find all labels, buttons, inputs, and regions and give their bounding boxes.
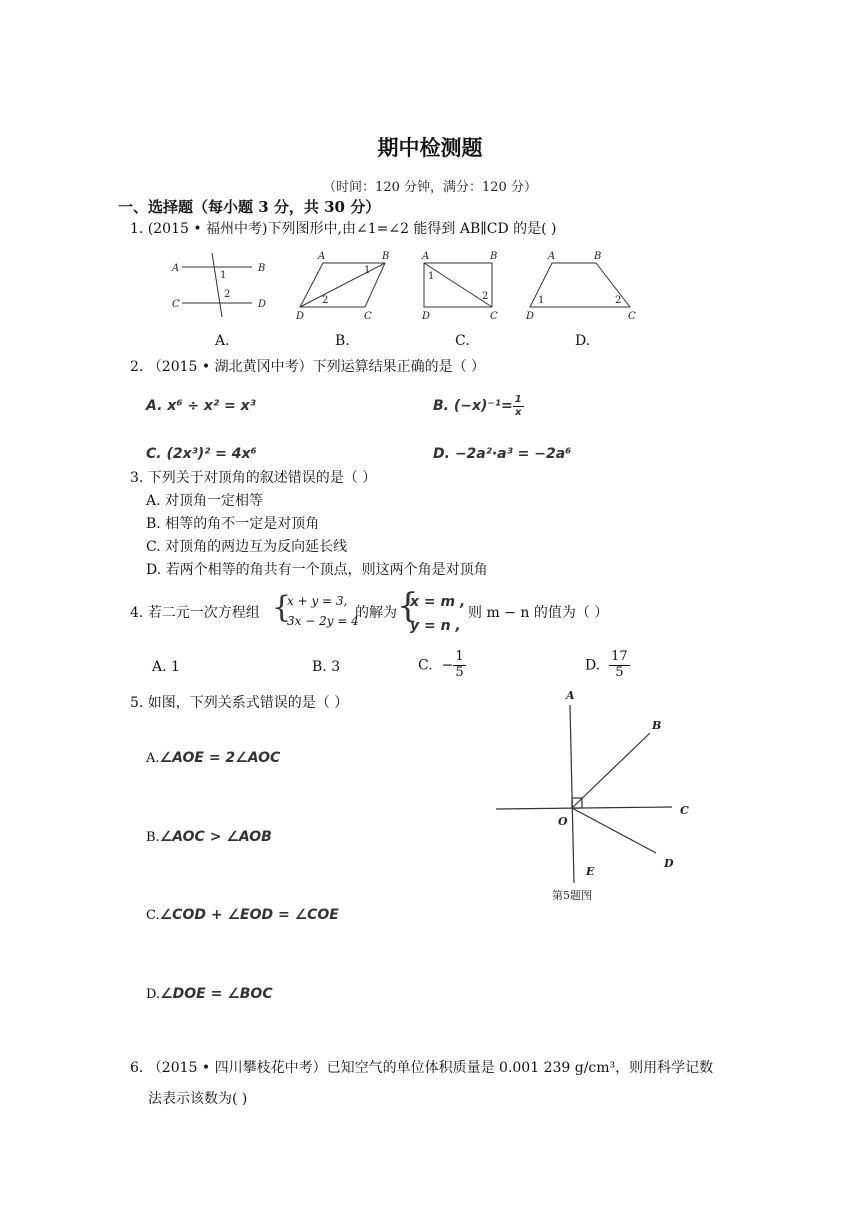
q4-option-a: A. 1	[152, 659, 180, 675]
q1d-angle-1: 1	[538, 295, 545, 306]
q3-option-a: A. 对顶角一定相等	[146, 493, 264, 509]
q5-label-e: E	[586, 865, 595, 878]
q4-suffix: 则 m − n 的值为（ ）	[468, 605, 609, 621]
q5-caption: 第5题图	[552, 889, 592, 902]
question-6-line1: 6. （2015 • 四川攀枝花中考）已知空气的单位体积质量是 0.001 239 g/cm³，则用科学记数	[130, 1060, 714, 1076]
q3-option-c: C. 对顶角的两边互为反向延长线	[146, 539, 348, 555]
q1d-label-b: B	[594, 251, 602, 262]
q1b-label-b: B	[382, 251, 390, 262]
q4-option-c: C. − $\frac{1}{5}$	[418, 649, 464, 680]
q1a-label-c: C	[172, 299, 180, 310]
q5-label-o: O	[558, 815, 568, 828]
q1c-label-c: C	[490, 311, 498, 322]
q5-label-d: D	[664, 857, 674, 870]
q1d-angle-2: 2	[615, 295, 622, 306]
q1-option-a: A.	[215, 333, 230, 349]
q1a-label-d: D	[258, 299, 267, 310]
q5-figure	[490, 685, 700, 905]
q1d-label-a: A	[548, 251, 556, 262]
q2-option-a: A. x⁶ ÷ x² = x³	[146, 398, 256, 414]
question-6-line2: 法表示该数为( )	[148, 1091, 248, 1107]
question-3: 3. 下列关于对顶角的叙述错误的是（ ）	[130, 470, 377, 486]
question-5: 5. 如图，下列关系式错误的是（ ）	[130, 695, 349, 711]
q1-option-d: D.	[575, 333, 591, 349]
question-1: 1. (2015 • 福州中考)下列图形中,由∠1=∠2 能得到 AB∥CD 的是( )	[130, 221, 557, 237]
q1b-label-a: A	[318, 251, 326, 262]
page-title: 期中检测题	[377, 135, 483, 160]
exam-info: （时间：120 分钟，满分：120 分）	[323, 180, 537, 195]
q4-system: x + y = 3, 3x − 2y = 4	[287, 594, 359, 628]
section-heading: 一、选择题（每小题 3 分，共 30 分）	[118, 198, 381, 216]
q5-option-a: A.∠AOE = 2∠AOC	[146, 750, 281, 766]
q1d-label-d: D	[526, 311, 535, 322]
q4-mid: 的解为	[355, 605, 397, 621]
q1c-angle-1: 1	[428, 271, 435, 282]
q4-solution-brace: {	[397, 586, 419, 626]
q1c-label-a: A	[422, 251, 430, 262]
q4-option-d: D. $\frac{17}{5}$	[585, 649, 628, 680]
q5-label-b: B	[652, 719, 662, 732]
question-4-prefix: 4. 若二元一次方程组	[130, 605, 260, 621]
q1a-angle-2: 2	[224, 289, 231, 300]
question-2: 2. （2015 • 湖北黄冈中考）下列运算结果正确的是（ ）	[130, 359, 486, 375]
q1b-label-c: C	[364, 311, 372, 322]
q4-system-brace: {	[272, 590, 292, 625]
q5-option-b: B.∠AOC > ∠AOB	[146, 829, 272, 845]
q1a-angle-1: 1	[220, 270, 227, 281]
q1a-label-a: A	[172, 263, 180, 274]
q1c-angle-2: 2	[482, 291, 489, 302]
q1b-angle-1: 1	[364, 265, 371, 276]
q1b-angle-2: 2	[322, 295, 329, 306]
q4-option-b: B. 3	[312, 659, 341, 675]
q4-solution: x = m , y = n ,	[410, 594, 466, 634]
q5-option-c: C.∠COD + ∠EOD = ∠COE	[146, 907, 339, 923]
q1d-label-c: C	[628, 311, 636, 322]
q1b-label-d: D	[296, 311, 305, 322]
q2-option-c: C. (2x³)² = 4x⁶	[146, 446, 257, 462]
q1-figures	[160, 245, 650, 325]
q5-label-c: C	[680, 804, 689, 817]
q1-option-c: C.	[455, 333, 470, 349]
q1-option-b: B.	[335, 333, 350, 349]
q3-option-d: D. 若两个相等的角共有一个顶点，则这两个角是对顶角	[146, 562, 488, 578]
q5-label-a: A	[566, 689, 575, 702]
q2-option-b: B. (−x)⁻¹= $\frac{1}{x}$	[433, 394, 522, 418]
q1c-label-d: D	[422, 311, 431, 322]
q5-option-d: D.∠DOE = ∠BOC	[146, 986, 273, 1002]
q1c-label-b: B	[490, 251, 498, 262]
q1-figure-b	[300, 263, 385, 307]
q3-option-b: B. 相等的角不一定是对顶角	[146, 516, 320, 532]
q2-option-d: D. −2a²·a³ = −2a⁶	[433, 446, 572, 462]
q1a-label-b: B	[258, 263, 266, 274]
q1-figure-a	[182, 253, 252, 317]
